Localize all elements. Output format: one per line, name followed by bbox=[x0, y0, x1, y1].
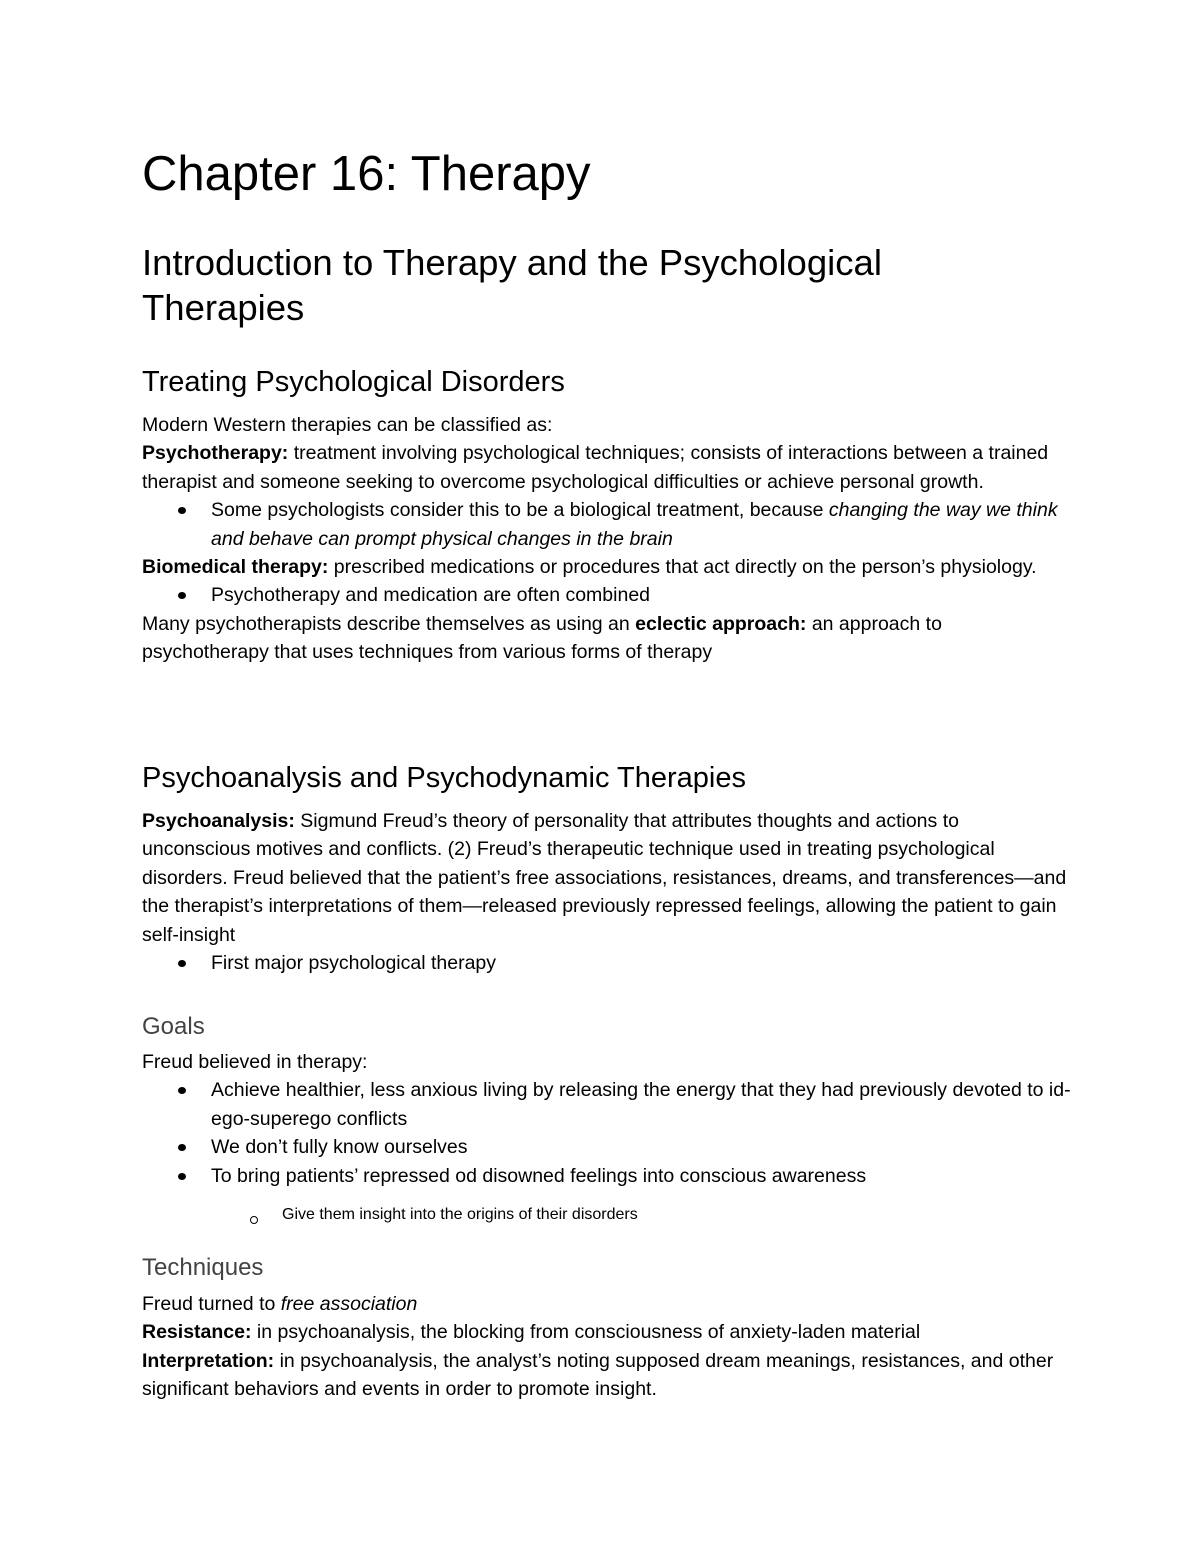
treating-section-body bbox=[142, 411, 1072, 667]
interpretation-term: Interpretation: bbox=[142, 1349, 275, 1372]
list-item: First major psychological therapy bbox=[142, 949, 1072, 977]
techniques-intro-italic: free association bbox=[280, 1293, 418, 1315]
resistance-term: Resistance: bbox=[142, 1321, 252, 1344]
psychotherapy-definition bbox=[142, 439, 1072, 496]
psychotherapy-def: treatment involving psychological techniques; consists of interactions between a trained therapist and someone seeking to overcome psychological difficulties or achieve personal growth. bbox=[142, 442, 1049, 493]
psychoanalysis-term: Psychoanalysis: bbox=[142, 810, 295, 832]
bullet1-italic: changing the way we think and behave can prompt physical changes in the brain bbox=[211, 499, 1058, 550]
interpretation-def: in psychoanalysis, the analyst’s noting supposed dream meanings, resistances, and other significant behaviors and events in order to promote insight. bbox=[142, 1349, 1054, 1401]
list-item bbox=[142, 496, 1072, 553]
bullet1-plain: Some psychologists consider this to be a biological treatment, because bbox=[211, 499, 829, 522]
psychoanalysis-section-body bbox=[142, 807, 1072, 977]
biomedical-def: prescribed medications or procedures that act directly on the person’s physiology. bbox=[328, 556, 1037, 579]
psychotherapy-term: Psychotherapy: bbox=[142, 442, 289, 465]
techniques-section-body bbox=[142, 1290, 1072, 1404]
goals-intro: Freud believed in therapy: bbox=[142, 1051, 368, 1073]
heading-techniques: Techniques bbox=[142, 1254, 264, 1281]
interpretation-definition bbox=[142, 1347, 1072, 1404]
section-title: Introduction to Therapy and the Psychological Therapies bbox=[142, 242, 882, 328]
eclectic-def: an approach to psychotherapy that uses techniques from various forms of therapy bbox=[142, 612, 942, 664]
techniques-intro-plain: Freud turned to bbox=[142, 1293, 281, 1315]
treating-intro: Modern Western therapies can be classified as: bbox=[142, 414, 553, 436]
list-item: Achieve healthier, less anxious living by releasing the energy that they had previously devoted to id-ego-superego conflicts bbox=[142, 1076, 1072, 1133]
resistance-definition bbox=[142, 1318, 1072, 1346]
psychoanalysis-definition bbox=[142, 807, 1072, 949]
eclectic-pre: Many psychotherapists describe themselves as using an bbox=[142, 612, 636, 635]
list-item: Psychotherapy and medication are often combined bbox=[142, 581, 1072, 609]
resistance-def: in psychoanalysis, the blocking from consciousness of anxiety-laden material bbox=[251, 1321, 921, 1344]
chapter-title: Chapter 16: Therapy bbox=[142, 147, 591, 201]
goals-section-body bbox=[142, 1048, 1072, 1240]
psychoanalysis-def: Sigmund Freud’s theory of personality that attributes thoughts and actions to unconscious motives and conflicts. (2) Freud’s therapeutic technique used in treating psychological disorders. Freud believed that the patient’s free associations, resistances, dreams, and transferences—and the therapist’s interpretations of them—released previously repressed feelings, allowing the patient to gain self-insight bbox=[142, 810, 1067, 946]
techniques-intro bbox=[142, 1290, 1072, 1318]
biomedical-term: Biomedical therapy: bbox=[142, 556, 329, 579]
heading-goals: Goals bbox=[142, 1013, 205, 1040]
heading-psychoanalysis: Psychoanalysis and Psychodynamic Therapies bbox=[142, 762, 746, 794]
eclectic-definition bbox=[142, 610, 1072, 667]
list-item: To bring patients’ repressed od disowned feelings into conscious awareness bbox=[142, 1162, 1072, 1190]
eclectic-term: eclectic approach: bbox=[635, 612, 807, 635]
heading-treating-disorders: Treating Psychological Disorders bbox=[142, 366, 565, 398]
sub-list-item: Give them insight into the origins of their disorders bbox=[142, 1206, 1072, 1224]
list-item: We don’t fully know ourselves bbox=[142, 1133, 1072, 1161]
biomedical-definition bbox=[142, 553, 1072, 581]
